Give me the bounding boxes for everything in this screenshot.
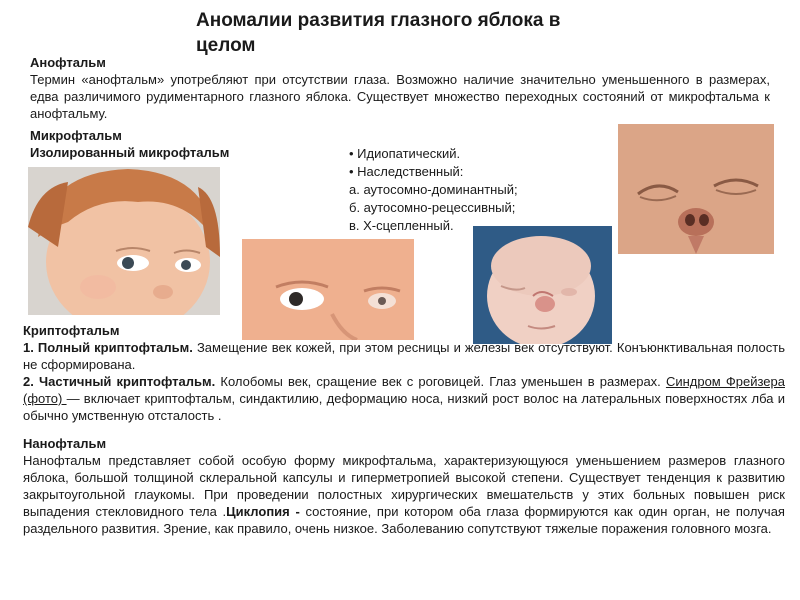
list-item: а. аутосомно-доминантный; [349,182,518,197]
list-item: в. Х-сцепленный. [349,218,454,233]
photo-face-cleft [618,124,774,254]
nanophthalmos-section [23,435,785,537]
partial-cryptophthalmos-text: Колобомы век, сращение век с роговицей. Глаз уменьшен в размерах. [215,374,666,389]
list-item: б. аутосомно-рецессивный; [349,200,516,215]
anophthalmia-text: Термин «анофтальм» употребляют при отсутствии глаза. Возможно наличие значительно уменьшенного в размерах, едва различимого рудиментарного глазного яблока. Существует множество переходных состояний от микрофтальма к анофтальму. [30,72,770,121]
microphthalmia-heading: Микрофтальм [30,128,122,143]
cryptophthalmos-partial-paragraph [23,373,785,424]
cryptophthalmos-full-paragraph [23,339,785,373]
cryptophthalmos-heading: Криптофтальм [23,323,120,338]
nanophthalmos-text: Нанофтальм представляет собой особую форму микрофтальма, характеризующуюся уменьшением размеров глазного яблока, большой толщиной склеральной капсулы и гиперметропией высокой степени. Существует тенденция к развитию закрытоугольной глаукомы. При проведении полостных хирургических вмешательств у этих больных повышен риск выпадения стекловидного тела . [23,453,785,519]
fraser-syndrome-link[interactable]: Синдром Фрейзера (фото) [23,374,785,406]
cyclopia-label: Циклопия - [226,504,300,519]
list-item: • Идиопатический. [349,146,461,161]
list-item: • Наследственный: [349,164,464,179]
microphthalmia-list [349,145,589,235]
cyclopia-text: состояние, при котором оба глаза формируются как один орган, не получая раздельного развития. Зрение, как правило, очень низкое. Заболеванию сопутствуют тяжелые поражения головного мозга. [23,504,785,536]
page-title: Аномалии развития глазного яблока в целом [196,10,561,56]
photo-child-microphthalmia [28,167,220,315]
partial-cryptophthalmos-label: 2. Частичный криптофтальм. [23,374,216,389]
anophthalmia-section [30,54,770,122]
nanophthalmos-paragraph [23,452,785,537]
anophthalmia-heading: Анофтальм [30,55,106,70]
isolated-microphthalmia-heading: Изолированный микрофтальм [30,145,230,160]
full-cryptophthalmos-text: Замещение век кожей, при этом ресницы и железы век отсутствуют. Конъюнктивальная полость не сформирована. [23,340,786,372]
nanophthalmos-heading: Нанофтальм [23,436,107,451]
cryptophthalmos-section [23,322,785,424]
fraser-syndrome-text: — включает криптофтальм, синдактилию, деформацию носа, низкий рост волос на латеральных поверхностях лба и обычно умственную отсталость . [23,391,785,423]
full-cryptophthalmos-label: 1. Полный криптофтальм. [23,340,193,355]
